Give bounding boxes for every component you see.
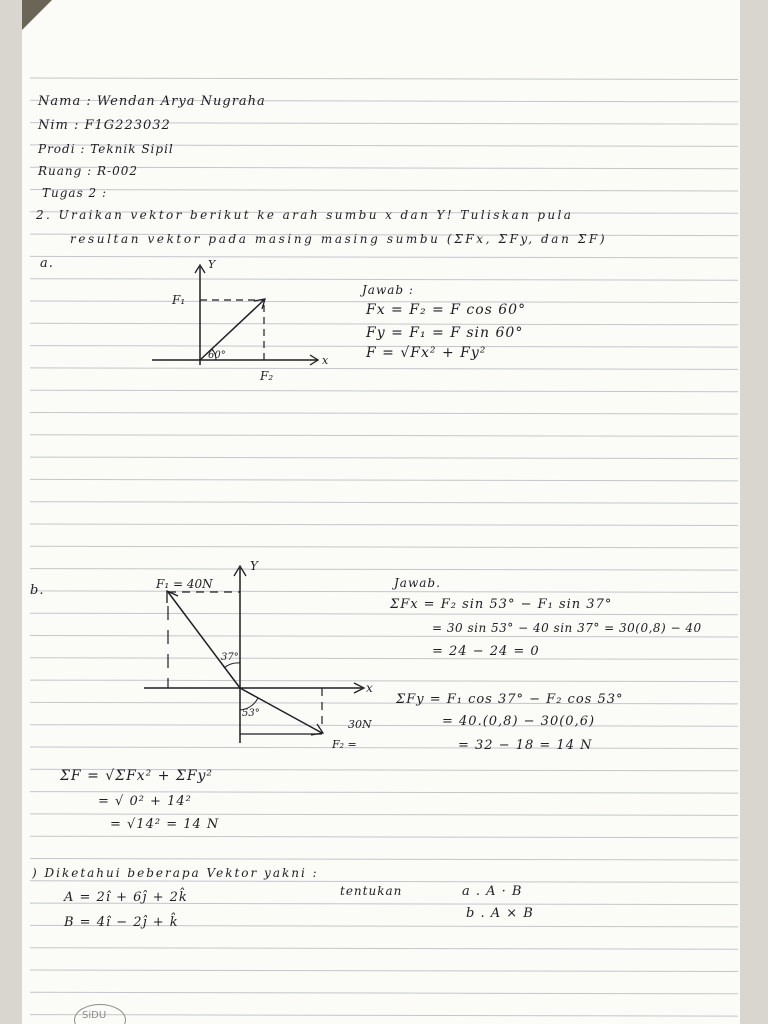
part-b-f2-value: 30N	[348, 718, 372, 731]
part-b-angle-top: 37°	[221, 652, 239, 663]
question-3-intro: ) Diketahui beberapa Vektor yakni :	[32, 866, 319, 880]
part-b-angle-arc-top	[224, 663, 240, 668]
part-b-f1-vector	[168, 592, 240, 688]
question-3-task-a: a . A · B	[462, 884, 523, 899]
notebook-page	[22, 0, 740, 1024]
question-3-tentukan: tentukan	[340, 884, 403, 898]
part-b-sum-fy-1: ΣFy = F₁ cos 37° − F₂ cos 53°	[396, 692, 624, 707]
ruled-line	[30, 1015, 738, 1017]
question-3-vector-a: A = 2î + 6ĵ + 2k̂	[64, 890, 188, 905]
ruled-line	[30, 814, 738, 816]
part-a-y-label: Y	[208, 258, 216, 271]
part-b-resultant-1: ΣF = √ΣFx² + ΣFy²	[60, 768, 214, 784]
assignment-title: Tugas 2 :	[42, 186, 108, 200]
question-2-line-2: resultan vektor pada masing masing sumbu (ΣFx, ΣFy, dan ΣF)	[70, 232, 608, 246]
student-nim: Nim : F1G223032	[38, 118, 171, 133]
part-b-jawab: Jawab.	[394, 576, 441, 590]
ruled-line	[30, 546, 738, 548]
ruled-line	[30, 502, 738, 504]
part-b-angle-bottom: 53°	[242, 708, 260, 719]
part-a-vector-diagram	[142, 255, 372, 390]
ruled-line	[30, 970, 738, 972]
ruled-line	[30, 256, 738, 258]
student-name: Nama : Wendan Arya Nugraha	[38, 94, 266, 109]
ruled-line	[30, 479, 738, 481]
part-b-f2-label: F₂ =	[332, 738, 357, 751]
part-a-f2-label: F₂	[260, 369, 274, 383]
ruled-line	[30, 368, 738, 370]
watermark-stamp-text: SiDU	[82, 1010, 107, 1021]
part-a-f1-label: F₁	[172, 293, 186, 307]
ruled-line	[30, 78, 738, 80]
ruled-line	[30, 279, 738, 281]
part-b-sum-fx-2: = 30 sin 53° − 40 sin 37° = 30(0,8) − 40	[432, 621, 702, 635]
part-a-x-label: x	[322, 354, 329, 367]
part-b-resultant-2: = √ 0² + 14²	[98, 794, 192, 809]
part-a-eq-fy: Fy = F₁ = F sin 60°	[366, 325, 524, 341]
ruled-line	[30, 992, 738, 994]
part-b-y-label: Y	[250, 559, 258, 573]
question-3-vector-b: B = 4î − 2ĵ + k̂	[64, 915, 179, 930]
part-b-f1-label: F₁ = 40N	[156, 577, 213, 591]
part-a-eq-fx: Fx = F₂ = F cos 60°	[366, 302, 527, 318]
part-b-sum-fx-1: ΣFx = F₂ sin 53° − F₁ sin 37°	[390, 597, 613, 612]
question-3-task-b: b . A × B	[466, 906, 534, 921]
ruled-line	[30, 457, 738, 459]
part-b-resultant-3: = √14² = 14 N	[110, 817, 220, 832]
ruled-line	[30, 413, 738, 415]
part-a-angle-label: 60°	[208, 350, 226, 361]
part-b-marker: b.	[30, 583, 45, 598]
part-b-sum-fy-2: = 40.(0,8) − 30(0,6)	[442, 714, 596, 729]
ruled-line	[30, 836, 738, 838]
part-a-jawab: Jawab :	[362, 283, 414, 297]
question-2-line-1: 2. Uraikan vektor berikut ke arah sumbu x dan Y! Tuliskan pula	[36, 208, 574, 222]
part-b-vector-diagram	[122, 558, 422, 758]
ruled-line	[30, 190, 738, 192]
part-b-sum-fx-3: = 24 − 24 = 0	[432, 644, 540, 659]
ruled-line	[30, 881, 738, 883]
part-b-sum-fy-3: = 32 − 18 = 14 N	[458, 738, 593, 753]
student-ruang: Ruang : R-002	[38, 164, 138, 178]
ruled-line	[30, 524, 738, 526]
part-a-eq-f: F = √Fx² + Fy²	[366, 345, 487, 361]
student-prodi: Prodi : Teknik Sipil	[38, 142, 174, 156]
part-b-x-label: x	[366, 681, 373, 695]
ruled-line	[30, 390, 738, 392]
ruled-line	[30, 792, 738, 794]
ruled-line	[30, 435, 738, 437]
ruled-line	[30, 859, 738, 861]
part-a-marker: a.	[40, 256, 54, 271]
ruled-line	[30, 948, 738, 950]
